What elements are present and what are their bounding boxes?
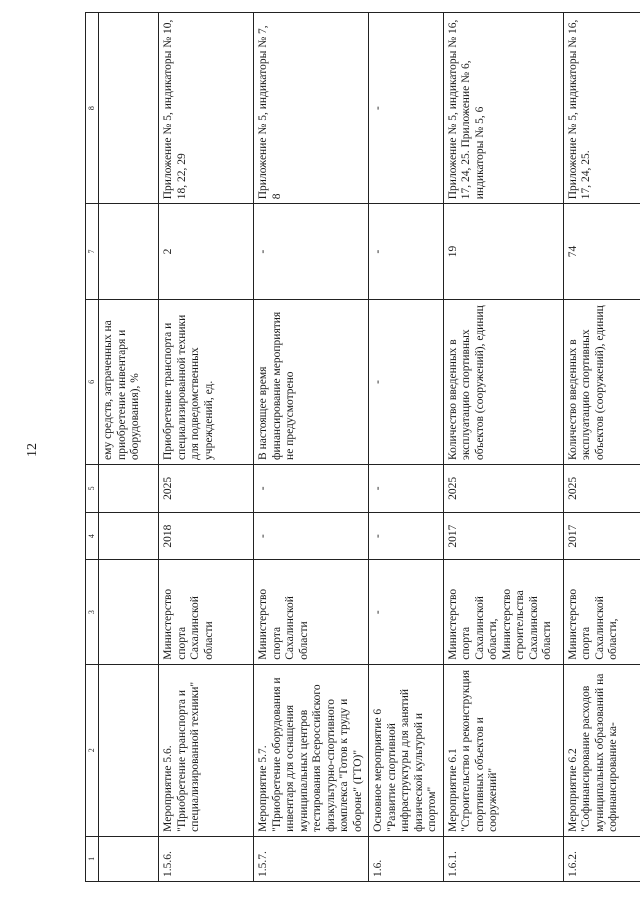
column-header: 1 xyxy=(86,836,99,881)
table-row xyxy=(254,13,369,882)
executor: Министерство спорта Сахалинской области, Министерство строительства Сахалинской области xyxy=(443,560,563,664)
column-header: 4 xyxy=(86,512,99,560)
page-number: 12 xyxy=(25,443,40,457)
table-cell xyxy=(99,560,159,664)
end-year: 2025 xyxy=(563,464,640,512)
table-row xyxy=(369,13,444,882)
indicator-value: - xyxy=(369,204,444,300)
executor: Министерство спорта Сахалинской области xyxy=(254,560,369,664)
appendix-link: Приложение № 5, индикаторы № 16, 17, 24, 25. Приложение № 6, индикаторы № 5, 6 xyxy=(443,13,563,204)
measure-name: Мероприятие 5.7. "Приобретение оборудования и инвентаря для оснащения муниципальных центров тестирования Всероссийского физкультурно-спортивного комплекса "Готов к труду и обороне" (ГТО)" xyxy=(254,664,369,836)
measure-name: Мероприятие 5.6. "Приобретение транспорта и специализированной техники" xyxy=(159,664,254,836)
executor: Министерство спорта Сахалинской области, xyxy=(563,560,640,664)
row-number: 1.6.1. xyxy=(443,836,563,881)
continuation-row xyxy=(99,13,159,882)
table-row xyxy=(563,13,640,882)
header-row xyxy=(86,13,99,882)
column-header: 7 xyxy=(86,204,99,300)
table-cell xyxy=(99,464,159,512)
indicator-value: 74 xyxy=(563,204,640,300)
row-number: 1.6. xyxy=(369,836,444,881)
program-table xyxy=(85,12,640,882)
table-cell xyxy=(99,836,159,881)
table-cell xyxy=(99,512,159,560)
table-cell xyxy=(99,204,159,300)
indicator: - xyxy=(369,299,444,464)
column-header: 6 xyxy=(86,299,99,464)
start-year: 2017 xyxy=(443,512,563,560)
start-year: - xyxy=(254,512,369,560)
table-row xyxy=(443,13,563,882)
appendix-link: Приложение № 5, индикаторы № 10, 18, 22, 29 xyxy=(159,13,254,204)
executor: Министерство спорта Сахалинской области xyxy=(159,560,254,664)
appendix-link: - xyxy=(369,13,444,204)
column-header: 8 xyxy=(86,13,99,204)
table-cell xyxy=(99,664,159,836)
rotated-table-container xyxy=(85,12,640,882)
indicator-cell: ему средств, затраченных на приобретение инвентаря и оборудования), % xyxy=(99,299,159,464)
measure-name: Основное мероприятие 6 "Развитие спортивной инфраструктуры для занятий физической культурой и спортом" xyxy=(369,664,444,836)
column-header: 5 xyxy=(86,464,99,512)
row-number: 1.5.7. xyxy=(254,836,369,881)
appendix-link: Приложение № 5, индикаторы № 7, 8 xyxy=(254,13,369,204)
end-year: - xyxy=(369,464,444,512)
start-year: 2017 xyxy=(563,512,640,560)
start-year: 2018 xyxy=(159,512,254,560)
column-header: 3 xyxy=(86,560,99,664)
column-header: 2 xyxy=(86,664,99,836)
start-year: - xyxy=(369,512,444,560)
indicator: Количество введенных в эксплуатацию спортивных объектов (сооружений), единиц xyxy=(563,299,640,464)
indicator: Приобретение транспорта и специализированной техники для подведомственных учреждений, ед. xyxy=(159,299,254,464)
indicator-value: - xyxy=(254,204,369,300)
end-year: 2025 xyxy=(443,464,563,512)
table-row xyxy=(159,13,254,882)
table-cell xyxy=(99,13,159,204)
end-year: 2025 xyxy=(159,464,254,512)
end-year: - xyxy=(254,464,369,512)
row-number: 1.6.2. xyxy=(563,836,640,881)
measure-name: Мероприятие 6.2 "Софинансирование расходов муниципальных образований на софинансирование ка- xyxy=(563,664,640,836)
measure-name: Мероприятие 6.1 "Строительство и реконструкция спортивных объектов и сооружений" xyxy=(443,664,563,836)
indicator: В настоящее время финансирование мероприятия не предусмотрено xyxy=(254,299,369,464)
executor: - xyxy=(369,560,444,664)
appendix-link: Приложение № 5, индикаторы № 16, 17, 24, 25. xyxy=(563,13,640,204)
row-number: 1.5.6. xyxy=(159,836,254,881)
indicator-value: 2 xyxy=(159,204,254,300)
indicator-value: 19 xyxy=(443,204,563,300)
indicator: Количество введенных в эксплуатацию спортивных объектов (сооружений), единиц xyxy=(443,299,563,464)
